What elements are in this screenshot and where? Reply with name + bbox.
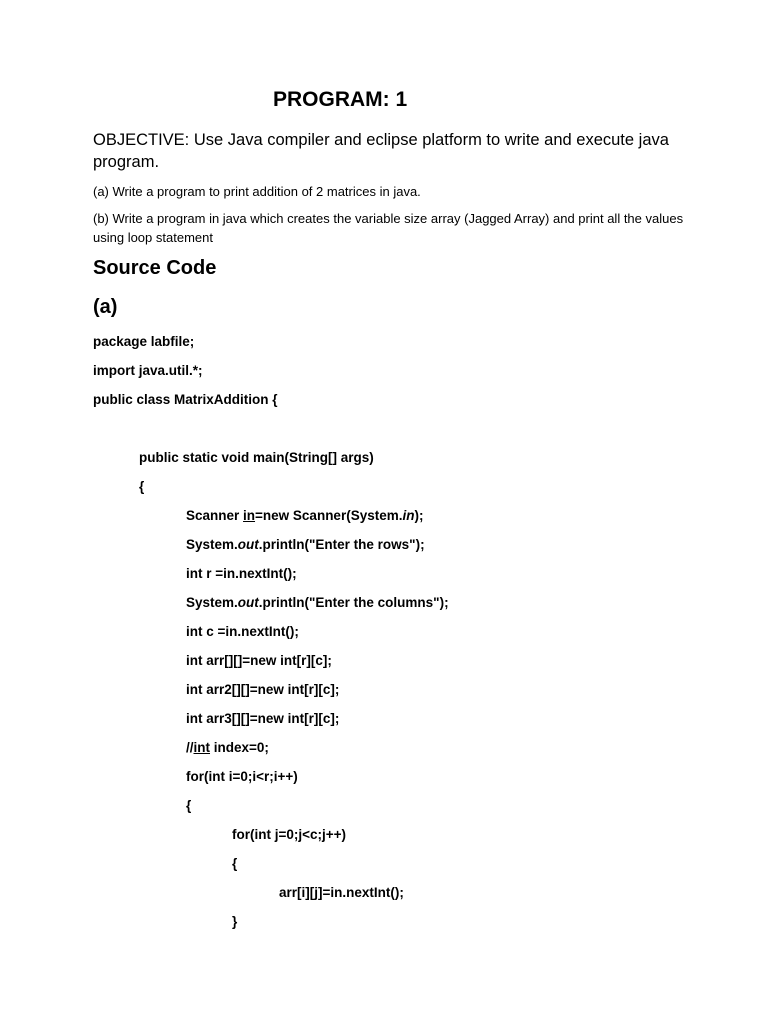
- code-token: in: [243, 508, 256, 523]
- code-line: int arr[][]=new int[r][c];: [186, 653, 332, 668]
- objective-text: OBJECTIVE: Use Java compiler and eclipse platform to write and execute java program.: [93, 131, 669, 171]
- code-line: int arr2[][]=new int[r][c];: [186, 682, 340, 697]
- code-line: public class MatrixAddition {: [93, 392, 278, 407]
- program-title: PROGRAM: 1: [273, 88, 408, 111]
- code-line: int c =in.nextInt();: [186, 624, 299, 639]
- code-token: //: [186, 740, 194, 755]
- code-line: [186, 594, 449, 612]
- code-token: out: [237, 537, 259, 552]
- code-line: }: [232, 914, 238, 929]
- source-code-heading: Source Code: [93, 257, 217, 279]
- code-token: int: [193, 740, 211, 755]
- code-line: [186, 536, 425, 554]
- part-a-heading: (a): [93, 296, 118, 318]
- code-line: import java.util.*;: [93, 363, 203, 378]
- code-token: index=0;: [210, 740, 269, 755]
- code-line: [186, 739, 269, 757]
- code-line: {: [186, 798, 192, 813]
- code-token: out: [237, 595, 259, 610]
- code-line: package labfile;: [93, 334, 195, 349]
- code-line: for(int i=0;i<r;i++): [186, 769, 298, 784]
- code-token: in: [402, 508, 415, 523]
- code-line: arr[i][j]=in.nextInt();: [279, 885, 404, 900]
- code-token: System.: [186, 595, 238, 610]
- code-token: Scanner: [186, 508, 244, 523]
- code-token: System.: [186, 537, 238, 552]
- code-line: {: [232, 856, 238, 871]
- task-b-text: (b) Write a program in java which creates the variable size array (Jagged Array) and print all the values using loop statement: [93, 211, 684, 245]
- code-token: );: [414, 508, 424, 523]
- code-line: [186, 507, 423, 525]
- task-a-text: (a) Write a program to print addition of 2 matrices in java.: [93, 184, 421, 199]
- code-token: =new Scanner(System.: [255, 508, 403, 523]
- code-line: public static void main(String[] args): [139, 450, 374, 465]
- code-line: int r =in.nextInt();: [186, 566, 297, 581]
- code-line: for(int j=0;j<c;j++): [232, 827, 347, 842]
- code-token: .println("Enter the rows");: [258, 537, 425, 552]
- code-line: int arr3[][]=new int[r][c];: [186, 711, 340, 726]
- code-token: .println("Enter the columns");: [258, 595, 449, 610]
- code-line: {: [139, 479, 145, 494]
